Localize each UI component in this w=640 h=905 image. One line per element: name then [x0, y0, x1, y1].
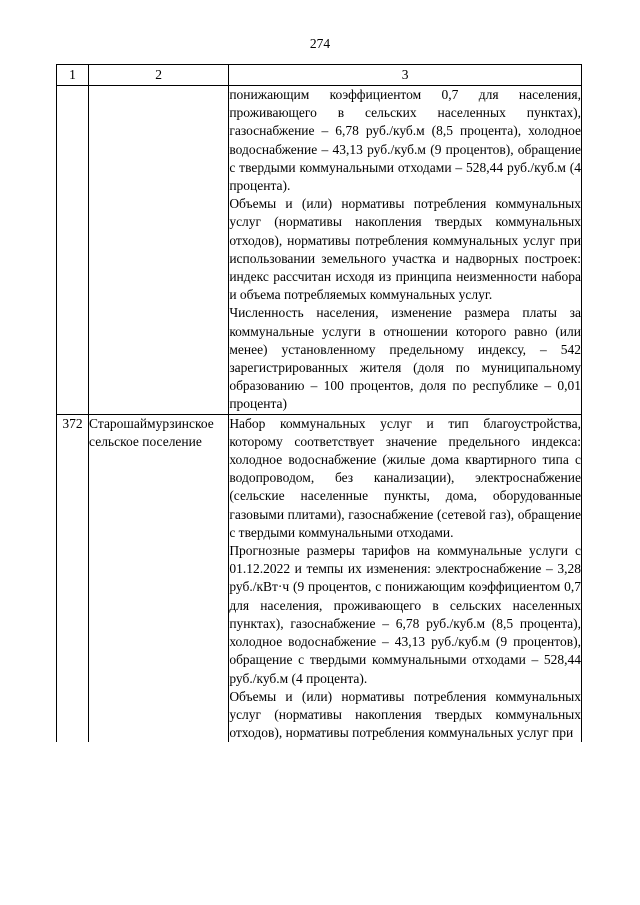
table-row-continuation [57, 86, 582, 415]
paragraph: понижающим коэффициентом 0,7 для населения, проживающего в сельских населенных пунктах), газоснабжение – 6,78 руб./куб.м (8,5 процента), холодное водоснабжение – 43,13 руб./куб.м (9 процентов), обращение с твердыми коммунальными отходами – 528,44 руб./куб.м (4 процента). [229, 87, 581, 194]
table-header-row [57, 65, 582, 86]
column-header-2: 2 [89, 65, 229, 86]
row-number-cell [57, 86, 89, 415]
column-header-1: 1 [57, 65, 89, 86]
paragraph: Объемы и (или) нормативы потребления коммунальных услуг (нормативы накопления твердых коммунальных отходов), нормативы потребления коммунальных услуг при [229, 688, 581, 741]
paragraph: Набор коммунальных услуг и тип благоустройства, которому соответствует значение предельного индекса: холодное водоснабжение (жилые дома квартирного типа с водопроводом, без канализации), электроснабжение (сельские населенные пункты, дома, оборудованные газовыми плитами), газоснабжение (сетевой газ), обращение с твердыми коммунальными отходами. [229, 415, 581, 540]
description-cell [229, 86, 582, 415]
table-row-372 [57, 414, 582, 742]
paragraph: Прогнозные размеры тарифов на коммунальные услуги с 01.12.2022 и темпы их изменения: электроснабжение – 3,28 руб./кВт·ч (9 процентов, с понижающим коэффициентом 0,7 для населения, проживающего в сельских населенных пунктах), газоснабжение – 6,78 руб./куб.м (8,5 процента), холодное водоснабжение – 43,13 руб./куб.м (9 процентов), обращение с твердыми коммунальными отходами – 528,44 руб./куб.м (4 процента). [229, 543, 581, 686]
row-number-cell: 372 [57, 414, 89, 742]
description-cell [229, 414, 582, 742]
page-number: 274 [309, 36, 331, 51]
column-header-3: 3 [229, 65, 582, 86]
paragraph: Численность населения, изменение размера платы за коммунальные услуги в отношении которого равно (или менее) установленному предельному индексу, – 542 зарегистрированных жителя (доля по муниципальному образованию – 100 процентов, доля по республике – 0,01 процента) [229, 305, 581, 412]
settlement-name-cell [89, 86, 229, 415]
tariff-table [56, 64, 582, 742]
paragraph: Объемы и (или) нормативы потребления коммунальных услуг (нормативы накопления твердых коммунальных отходов), нормативы потребления коммунальных услуг при использовании земельного участка и надворных построек: индекс рассчитан исходя из принципа неизменности набора и объема потребляемых коммунальных услуг. [229, 196, 581, 303]
settlement-name-cell: Старошаймурзинское сельское поселение [89, 414, 229, 742]
